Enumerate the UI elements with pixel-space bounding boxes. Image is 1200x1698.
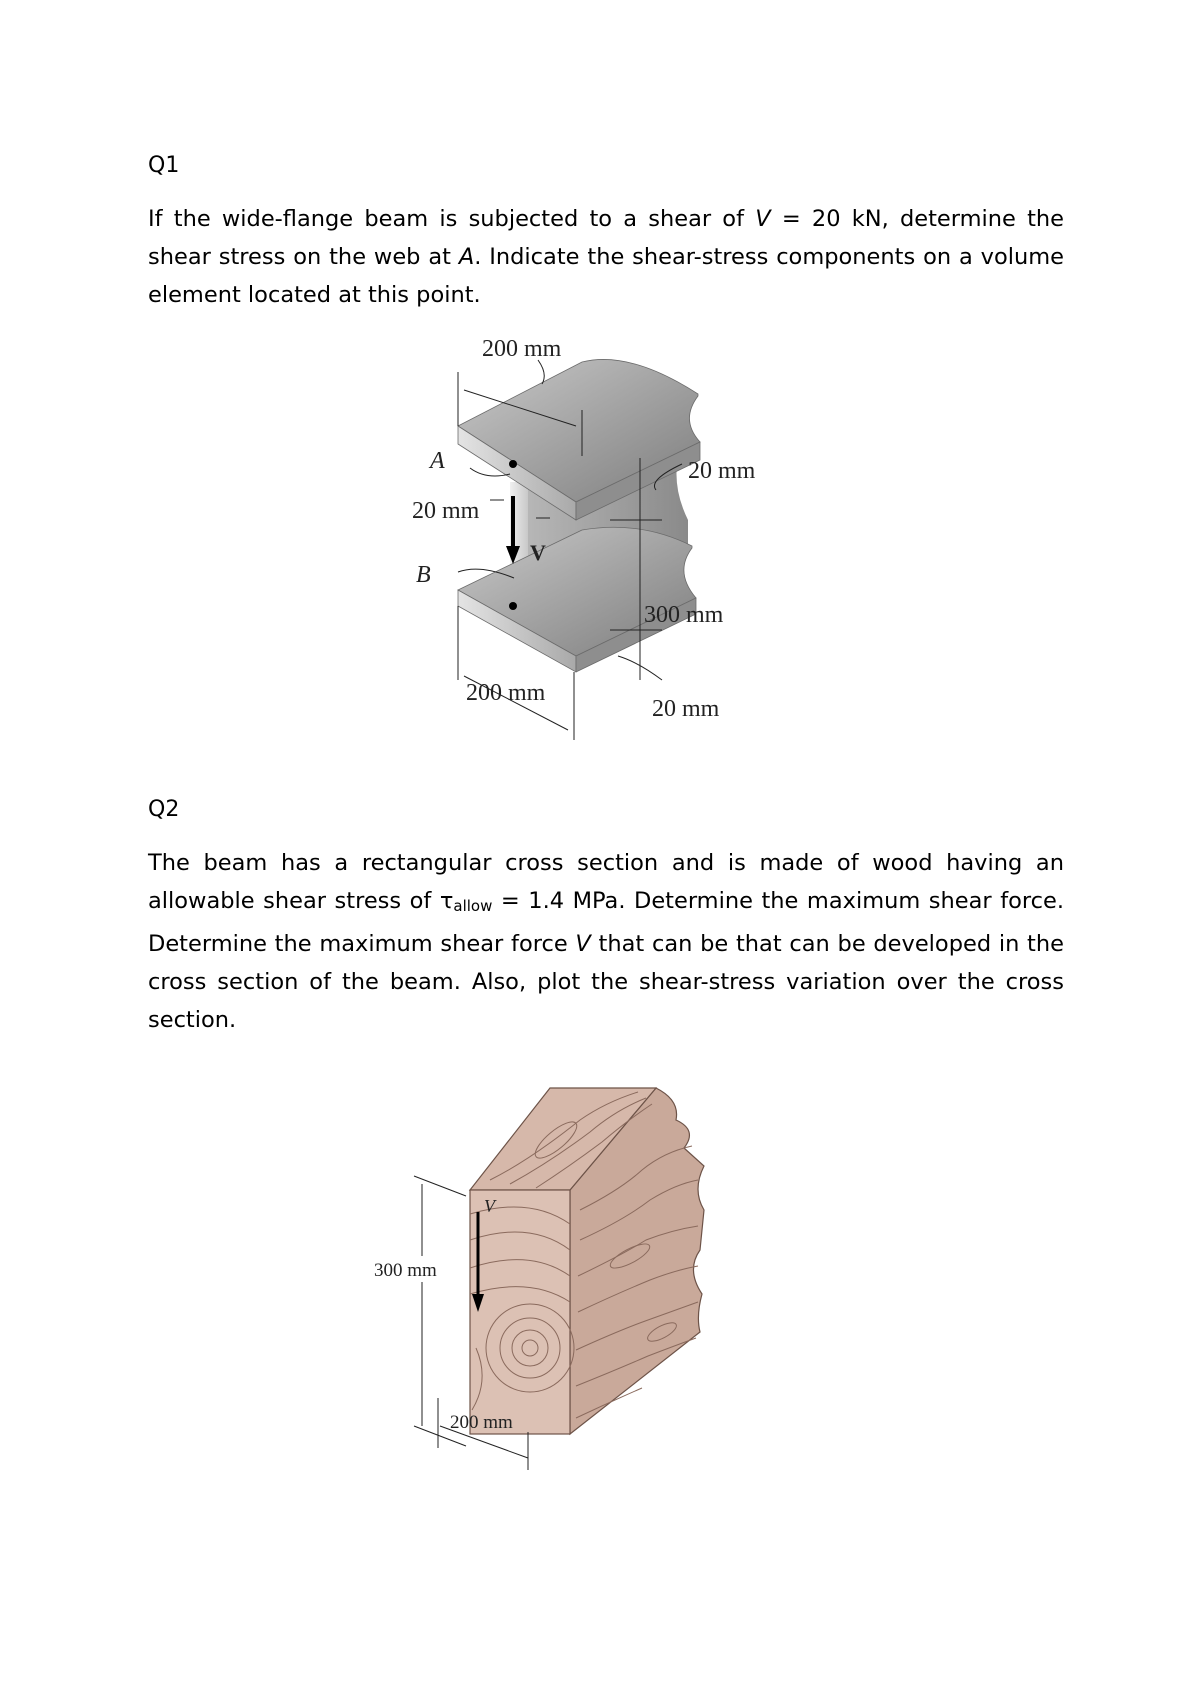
- q1-heading: Q1: [148, 153, 180, 178]
- label-depth: 300 mm: [644, 602, 724, 628]
- point-a-dot: [509, 460, 517, 468]
- bottom-flange-top: [458, 527, 696, 656]
- wood-beam-figure: [374, 1080, 800, 1480]
- q2-text-part-3: that can be that can be developed in the cross section of the beam. Also, plot the shear-stress variation over the cross section.: [148, 931, 1064, 1033]
- label-bottom-flange: 20 mm: [652, 696, 720, 722]
- q2-text: [148, 844, 1064, 1039]
- q1-text-part-2: = 20 kN, determine the shear stress on the web at: [148, 206, 1064, 270]
- label-height: 300 mm: [374, 1260, 437, 1281]
- label-bottom-width: 200 mm: [466, 680, 546, 706]
- q2-text-part-1: The beam has a rectangular cross section and is made of wood having an allowable shear stress of τ: [148, 850, 1064, 914]
- q2-sub-allow: allow: [453, 897, 493, 915]
- q2-var-v: V: [575, 931, 591, 957]
- q1-text-part-3: . Indicate the shear-stress components on a volume element located at this point.: [148, 244, 1064, 308]
- q1-text: [148, 200, 1064, 314]
- q2-text-part-2: = 1.4 MPa. Determine the maximum shear force. Determine the maximum shear force: [148, 888, 1064, 957]
- wide-flange-beam-figure: [412, 336, 830, 790]
- q2-heading: Q2: [148, 797, 180, 822]
- q1-var-v: V: [755, 206, 771, 232]
- label-shear-v: V: [530, 540, 546, 565]
- label-top-width: 200 mm: [482, 336, 562, 362]
- label-web-thickness: 20 mm: [688, 458, 756, 484]
- label-point-b: B: [416, 562, 431, 588]
- label-point-a: A: [430, 448, 445, 474]
- label-flange-thickness: 20 mm: [412, 498, 480, 524]
- q1-var-a: A: [458, 244, 475, 270]
- label-width: 200 mm: [450, 1412, 513, 1433]
- q1-text-part-1: If the wide-flange beam is subjected to a shear of: [148, 206, 756, 232]
- point-b-dot: [509, 602, 517, 610]
- label-shear-v: V: [484, 1196, 495, 1216]
